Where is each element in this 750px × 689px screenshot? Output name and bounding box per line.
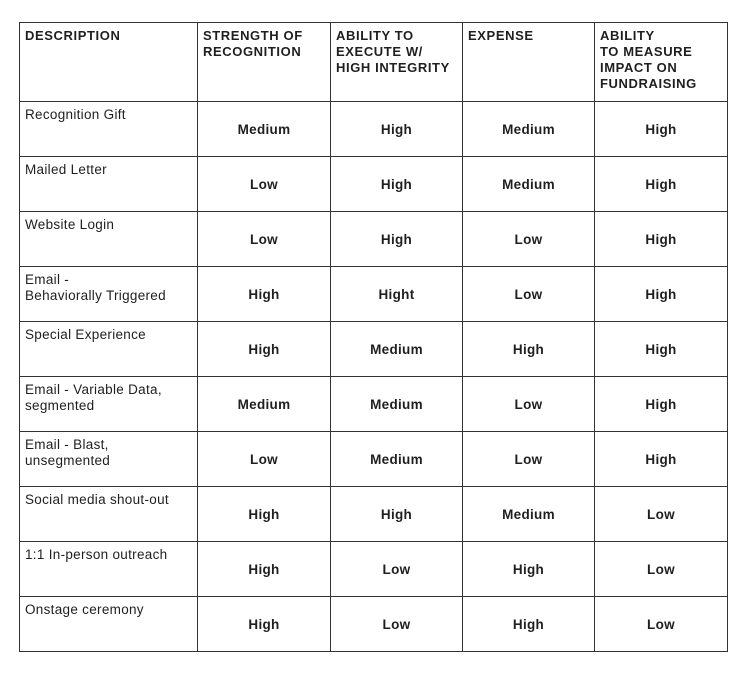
measure-cell: High xyxy=(595,432,728,487)
recognition-comparison-table-wrapper xyxy=(19,22,727,652)
table-row xyxy=(20,542,728,597)
table-row xyxy=(20,157,728,212)
integrity-cell: Medium xyxy=(331,432,463,487)
expense-cell: High xyxy=(463,597,595,652)
strength-cell: High xyxy=(198,487,331,542)
description-cell: Mailed Letter xyxy=(20,157,198,212)
integrity-cell: Low xyxy=(331,542,463,597)
description-cell: Website Login xyxy=(20,212,198,267)
measure-cell: High xyxy=(595,322,728,377)
expense-cell: Medium xyxy=(463,157,595,212)
strength-cell: Medium xyxy=(198,377,331,432)
description-cell: Onstage ceremony xyxy=(20,597,198,652)
expense-cell: Low xyxy=(463,377,595,432)
table-row xyxy=(20,487,728,542)
header-description: DESCRIPTION xyxy=(20,23,198,102)
description-cell: Email - Blast, unsegmented xyxy=(20,432,198,487)
strength-cell: High xyxy=(198,267,331,322)
header-ability-to-execute: ABILITY TO EXECUTE W/ HIGH INTEGRITY xyxy=(331,23,463,102)
table-row xyxy=(20,212,728,267)
strength-cell: Low xyxy=(198,212,331,267)
integrity-cell: Low xyxy=(331,597,463,652)
expense-cell: Low xyxy=(463,212,595,267)
measure-cell: High xyxy=(595,267,728,322)
table-row xyxy=(20,267,728,322)
measure-cell: High xyxy=(595,212,728,267)
integrity-cell: High xyxy=(331,102,463,157)
header-row xyxy=(20,23,728,102)
table-row xyxy=(20,432,728,487)
header-strength-of-recognition: STRENGTH OF RECOGNITION xyxy=(198,23,331,102)
measure-cell: Low xyxy=(595,487,728,542)
measure-cell: High xyxy=(595,102,728,157)
table-row xyxy=(20,322,728,377)
strength-cell: Medium xyxy=(198,102,331,157)
description-cell: Recognition Gift xyxy=(20,102,198,157)
expense-cell: High xyxy=(463,542,595,597)
integrity-cell: Medium xyxy=(331,377,463,432)
header-expense: EXPENSE xyxy=(463,23,595,102)
description-cell: Social media shout-out xyxy=(20,487,198,542)
integrity-cell: High xyxy=(331,157,463,212)
integrity-cell: High xyxy=(331,487,463,542)
strength-cell: High xyxy=(198,322,331,377)
integrity-cell: High xyxy=(331,212,463,267)
strength-cell: Low xyxy=(198,432,331,487)
measure-cell: Low xyxy=(595,597,728,652)
strength-cell: High xyxy=(198,597,331,652)
table-header xyxy=(20,23,728,102)
table-row xyxy=(20,597,728,652)
recognition-comparison-table xyxy=(19,22,728,652)
strength-cell: High xyxy=(198,542,331,597)
table-row xyxy=(20,102,728,157)
expense-cell: Low xyxy=(463,432,595,487)
description-cell: Email - Variable Data, segmented xyxy=(20,377,198,432)
header-ability-to-measure-impact: ABILITY TO MEASURE IMPACT ON FUNDRAISING xyxy=(595,23,728,102)
description-cell: 1:1 In-person outreach xyxy=(20,542,198,597)
expense-cell: Medium xyxy=(463,487,595,542)
table-body xyxy=(20,102,728,652)
expense-cell: Medium xyxy=(463,102,595,157)
measure-cell: High xyxy=(595,377,728,432)
measure-cell: Low xyxy=(595,542,728,597)
strength-cell: Low xyxy=(198,157,331,212)
expense-cell: Low xyxy=(463,267,595,322)
measure-cell: High xyxy=(595,157,728,212)
integrity-cell: Hight xyxy=(331,267,463,322)
integrity-cell: Medium xyxy=(331,322,463,377)
description-cell: Email - Behaviorally Triggered xyxy=(20,267,198,322)
table-row xyxy=(20,377,728,432)
expense-cell: High xyxy=(463,322,595,377)
description-cell: Special Experience xyxy=(20,322,198,377)
